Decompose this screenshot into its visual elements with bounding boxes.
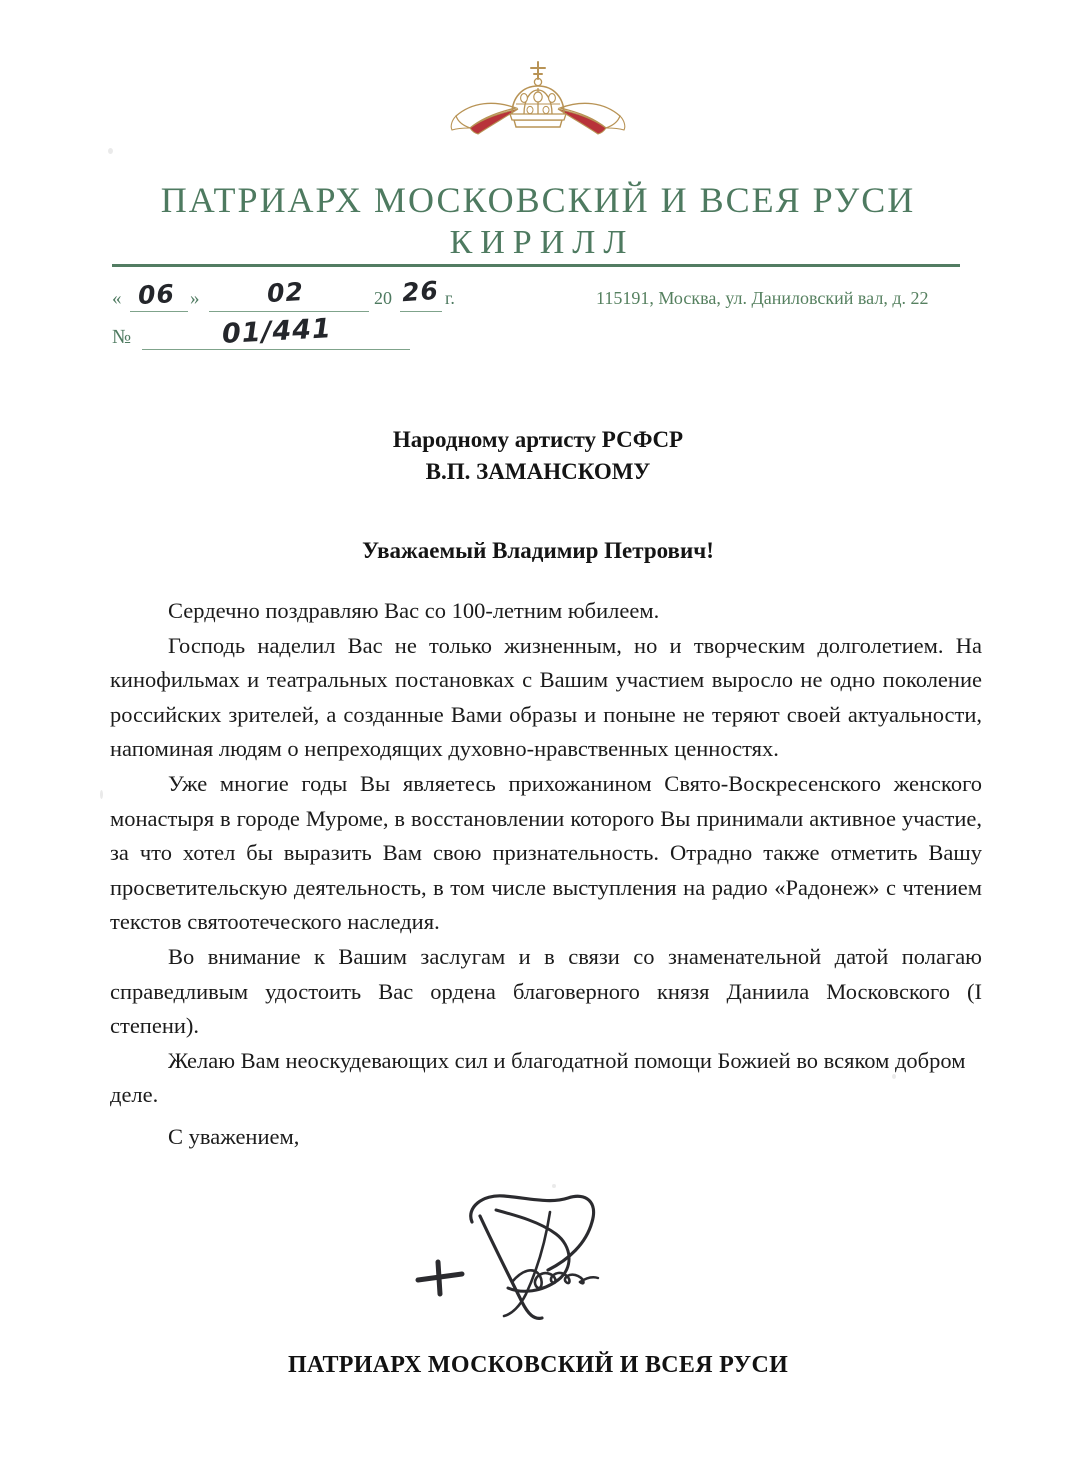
number-sign: № xyxy=(112,326,132,348)
year-prefix: 20 xyxy=(374,288,392,308)
scan-speck xyxy=(100,790,103,799)
date-row xyxy=(112,275,582,316)
document-number-value[interactable]: 01/441 xyxy=(221,313,333,350)
letterhead-divider xyxy=(112,264,960,267)
date-day-value[interactable]: 06 xyxy=(137,279,176,310)
body-paragraph: Сердечно поздравляю Вас со 100-летним юбилеем. xyxy=(168,598,660,623)
body-paragraph: Желаю Вам неоскудевающих сил и благодатной помощи Божией во всяком добром деле. xyxy=(110,1047,966,1108)
number-underline xyxy=(142,349,410,350)
number-row xyxy=(112,313,582,354)
date-year-value[interactable]: 26 xyxy=(401,275,440,308)
handwritten-signature xyxy=(400,1182,720,1332)
date-month-value[interactable]: 02 xyxy=(266,277,305,308)
sender-address: 115191, Москва, ул. Даниловский вал, д. 22 xyxy=(596,288,929,308)
body-paragraph: Уже многие годы Вы являетесь прихожанином Свято-Воскресенского женского монастыря в городе Муроме, в восстановлении которого Вы принимали активное участие, за что хотел бы выразить Вам свою признательность. Отрадно также отметить Вашу просветительскую деятельность, в том числе выступления на радио «Радонеж» с чтением текстов святоотеческого наследия. xyxy=(110,770,982,935)
patriarch-crown-emblem xyxy=(438,58,638,144)
addressee-name: В.П. ЗАМАНСКОМУ xyxy=(425,458,651,484)
year-underline xyxy=(400,311,442,312)
letterhead-line-1: ПАТРИАРХ МОСКОВСКИЙ И ВСЕЯ РУСИ xyxy=(160,180,916,220)
salutation: Уважаемый Владимир Петрович! xyxy=(362,538,714,563)
letter-body xyxy=(110,594,982,1113)
addressee-block xyxy=(0,424,1076,487)
letterhead-line-2: КИРИЛЛ xyxy=(449,223,635,261)
scan-speck xyxy=(552,1184,556,1188)
signer-title: ПАТРИАРХ МОСКОВСКИЙ И ВСЕЯ РУСИ xyxy=(287,1352,789,1378)
date-number-block xyxy=(112,275,582,354)
letterhead xyxy=(0,182,1076,264)
closing-phrase: С уважением, xyxy=(168,1124,300,1149)
body-paragraph: Во внимание к Вашим заслугам и в связи со знаменательной датой полагаю справедливым удостоить Вас ордена благоверного князя Даниила Московского (I степени). xyxy=(110,943,982,1039)
quote-open: « xyxy=(112,288,122,309)
quote-close: » xyxy=(190,288,200,309)
month-underline xyxy=(209,311,369,312)
day-underline xyxy=(130,311,188,312)
scan-speck xyxy=(892,1074,896,1079)
emblem-container xyxy=(0,58,1076,149)
addressee-title: Народному артисту РСФСР xyxy=(392,427,684,452)
body-paragraph: Господь наделил Вас не только жизненным, но и творческим долголетием. На кинофильмах и театральных постановках с Вашим участием выросло не одно поколение российских зрителей, а созданные Вами образы и поныне не теряют своей актуальности, напоминая людям о непреходящих духовно-нравственных ценностях. xyxy=(110,632,982,762)
year-suffix: г. xyxy=(445,288,455,308)
scan-speck xyxy=(108,148,113,154)
